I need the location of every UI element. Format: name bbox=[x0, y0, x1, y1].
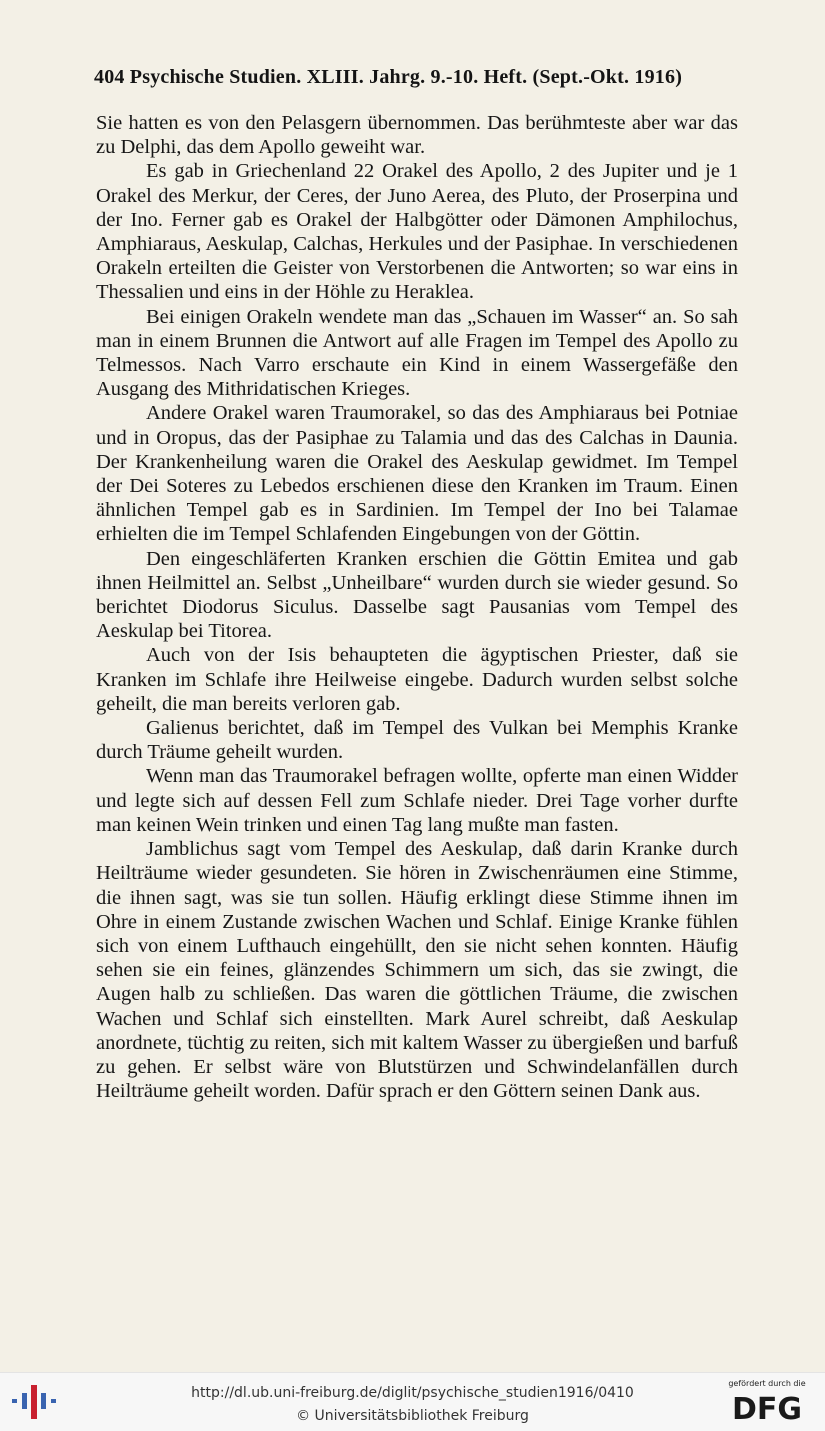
copyright-text: © Universitätsbibliothek Freiburg bbox=[296, 1408, 529, 1424]
paragraph: Jamblichus sagt vom Tempel des Aeskulap, daß darin Kranke durch Heilträume wieder gesundeten. Sie hören in Zwischenräumen eine Stimme, die ihnen sagt, was sie tun sollen. Häufig erklingt diese Stimme ihnen im Ohre in einem Zustande zwischen Wachen und Schlaf. Einige Kranke fühlen sich von einem Lufthauch eingehüllt, den sie nicht sehen konnten. Häufig sehen sie ein feines, glänzendes Schimmern um sich, das sie zwingt, die Augen halb zu schließen. Das waren die göttlichen Träume, die zwischen Wachen und Schlaf sich einstellten. Mark Aurel schreibt, daß Aeskulap anordnete, tüchtig zu reiten, sich mit kaltem Wasser zu übergießen und barfuß zu gehen. Er selbst wäre von Blutstürzen und Schwindelanfällen durch Heilträume geheilt worden. Dafür sprach er den Göttern seinen Dank aus. bbox=[96, 838, 738, 1103]
permalink-link[interactable]: http://dl.ub.uni-freiburg.de/diglit/psychische_studien1916/0410 bbox=[191, 1385, 634, 1401]
article-body bbox=[96, 111, 738, 1103]
viewer-footer bbox=[0, 1372, 825, 1431]
funder-label: gefördert durch die bbox=[728, 1379, 806, 1388]
paragraph: Galienus berichtet, daß im Tempel des Vulkan bei Memphis Kranke durch Träume geheilt wurden. bbox=[96, 717, 738, 764]
paragraph: Den eingeschläferten Kranken erschien die Göttin Emitea und gab ihnen Heilmittel an. Selbst „Unheilbare“ wurden durch sie wieder gesund. So berichtet Diodorus Siculus. Dasselbe sagt Pausanias vom Tempel des Aeskulap bei Titorea. bbox=[96, 547, 738, 643]
svg-text:DFG: DFG bbox=[731, 1392, 803, 1423]
paragraph: Wenn man das Traumorakel befragen wollte, opferte man einen Widder und legte sich auf dessen Fell zum Schlafe nieder. Drei Tage vorher durfte man keinen Wein trinken und einen Tag lang mußte man fasten. bbox=[96, 765, 738, 836]
running-header: 404 Psychische Studien. XLIII. Jahrg. 9.-10. Heft. (Sept.-Okt. 1916) bbox=[94, 66, 683, 88]
paragraph: Bei einigen Orakeln wendete man das „Schauen im Wasser“ an. So sah man in einem Brunnen die Antwort auf alle Fragen im Tempel des Apollo zu Telmessos. Nach Varro erschaute ein Kind in einem Wassergefäße den Ausgang des Mithridatischen Krieges. bbox=[96, 305, 738, 401]
paragraph: Sie hatten es von den Pelasgern übernommen. Das berühmteste aber war das zu Delphi, das dem Apollo geweiht war. bbox=[96, 112, 738, 159]
funder-block bbox=[719, 1379, 815, 1423]
paragraph: Andere Orakel waren Traumorakel, so das des Amphiaraus bei Potniae und in Oropus, das der Pasiphae zu Talamia und das des Calchas in Daunia. Der Krankenheilung waren die Orakel des Aeskulap gewidmet. Im Tempel der Dei Soteres zu Lebedos erschienen diese den Kranken im Traum. Einen ähnlichen Tempel gab es in Sardinien. Im Tempel der Ino bei Talamae erhielten die im Tempel Schlafenden Eingebungen von der Göttin. bbox=[96, 402, 738, 546]
paragraph: Es gab in Griechenland 22 Orakel des Apollo, 2 des Jupiter und je 1 Orakel des Merkur, der Ceres, der Juno Aerea, des Pluto, der Proserpina und der Ino. Ferner gab es Orakel der Halbgötter oder Dämonen Amphilochus, Amphiaraus, Aeskulap, Calchas, Herkules und der Pasiphae. In verschiedenen Orakeln erteilten die Geister von Verstorbenen die Antworten; so war eins in Thessalien und eins in der Höhle zu Heraklea. bbox=[96, 160, 738, 304]
dfg-logo-icon bbox=[724, 1391, 810, 1423]
paragraph: Auch von der Isis behaupteten die ägyptischen Priester, daß sie Kranken im Schlafe ihre Heilweise eingebe. Dadurch wurden selbst solche geheilt, die man bereits verloren gab. bbox=[96, 644, 738, 715]
